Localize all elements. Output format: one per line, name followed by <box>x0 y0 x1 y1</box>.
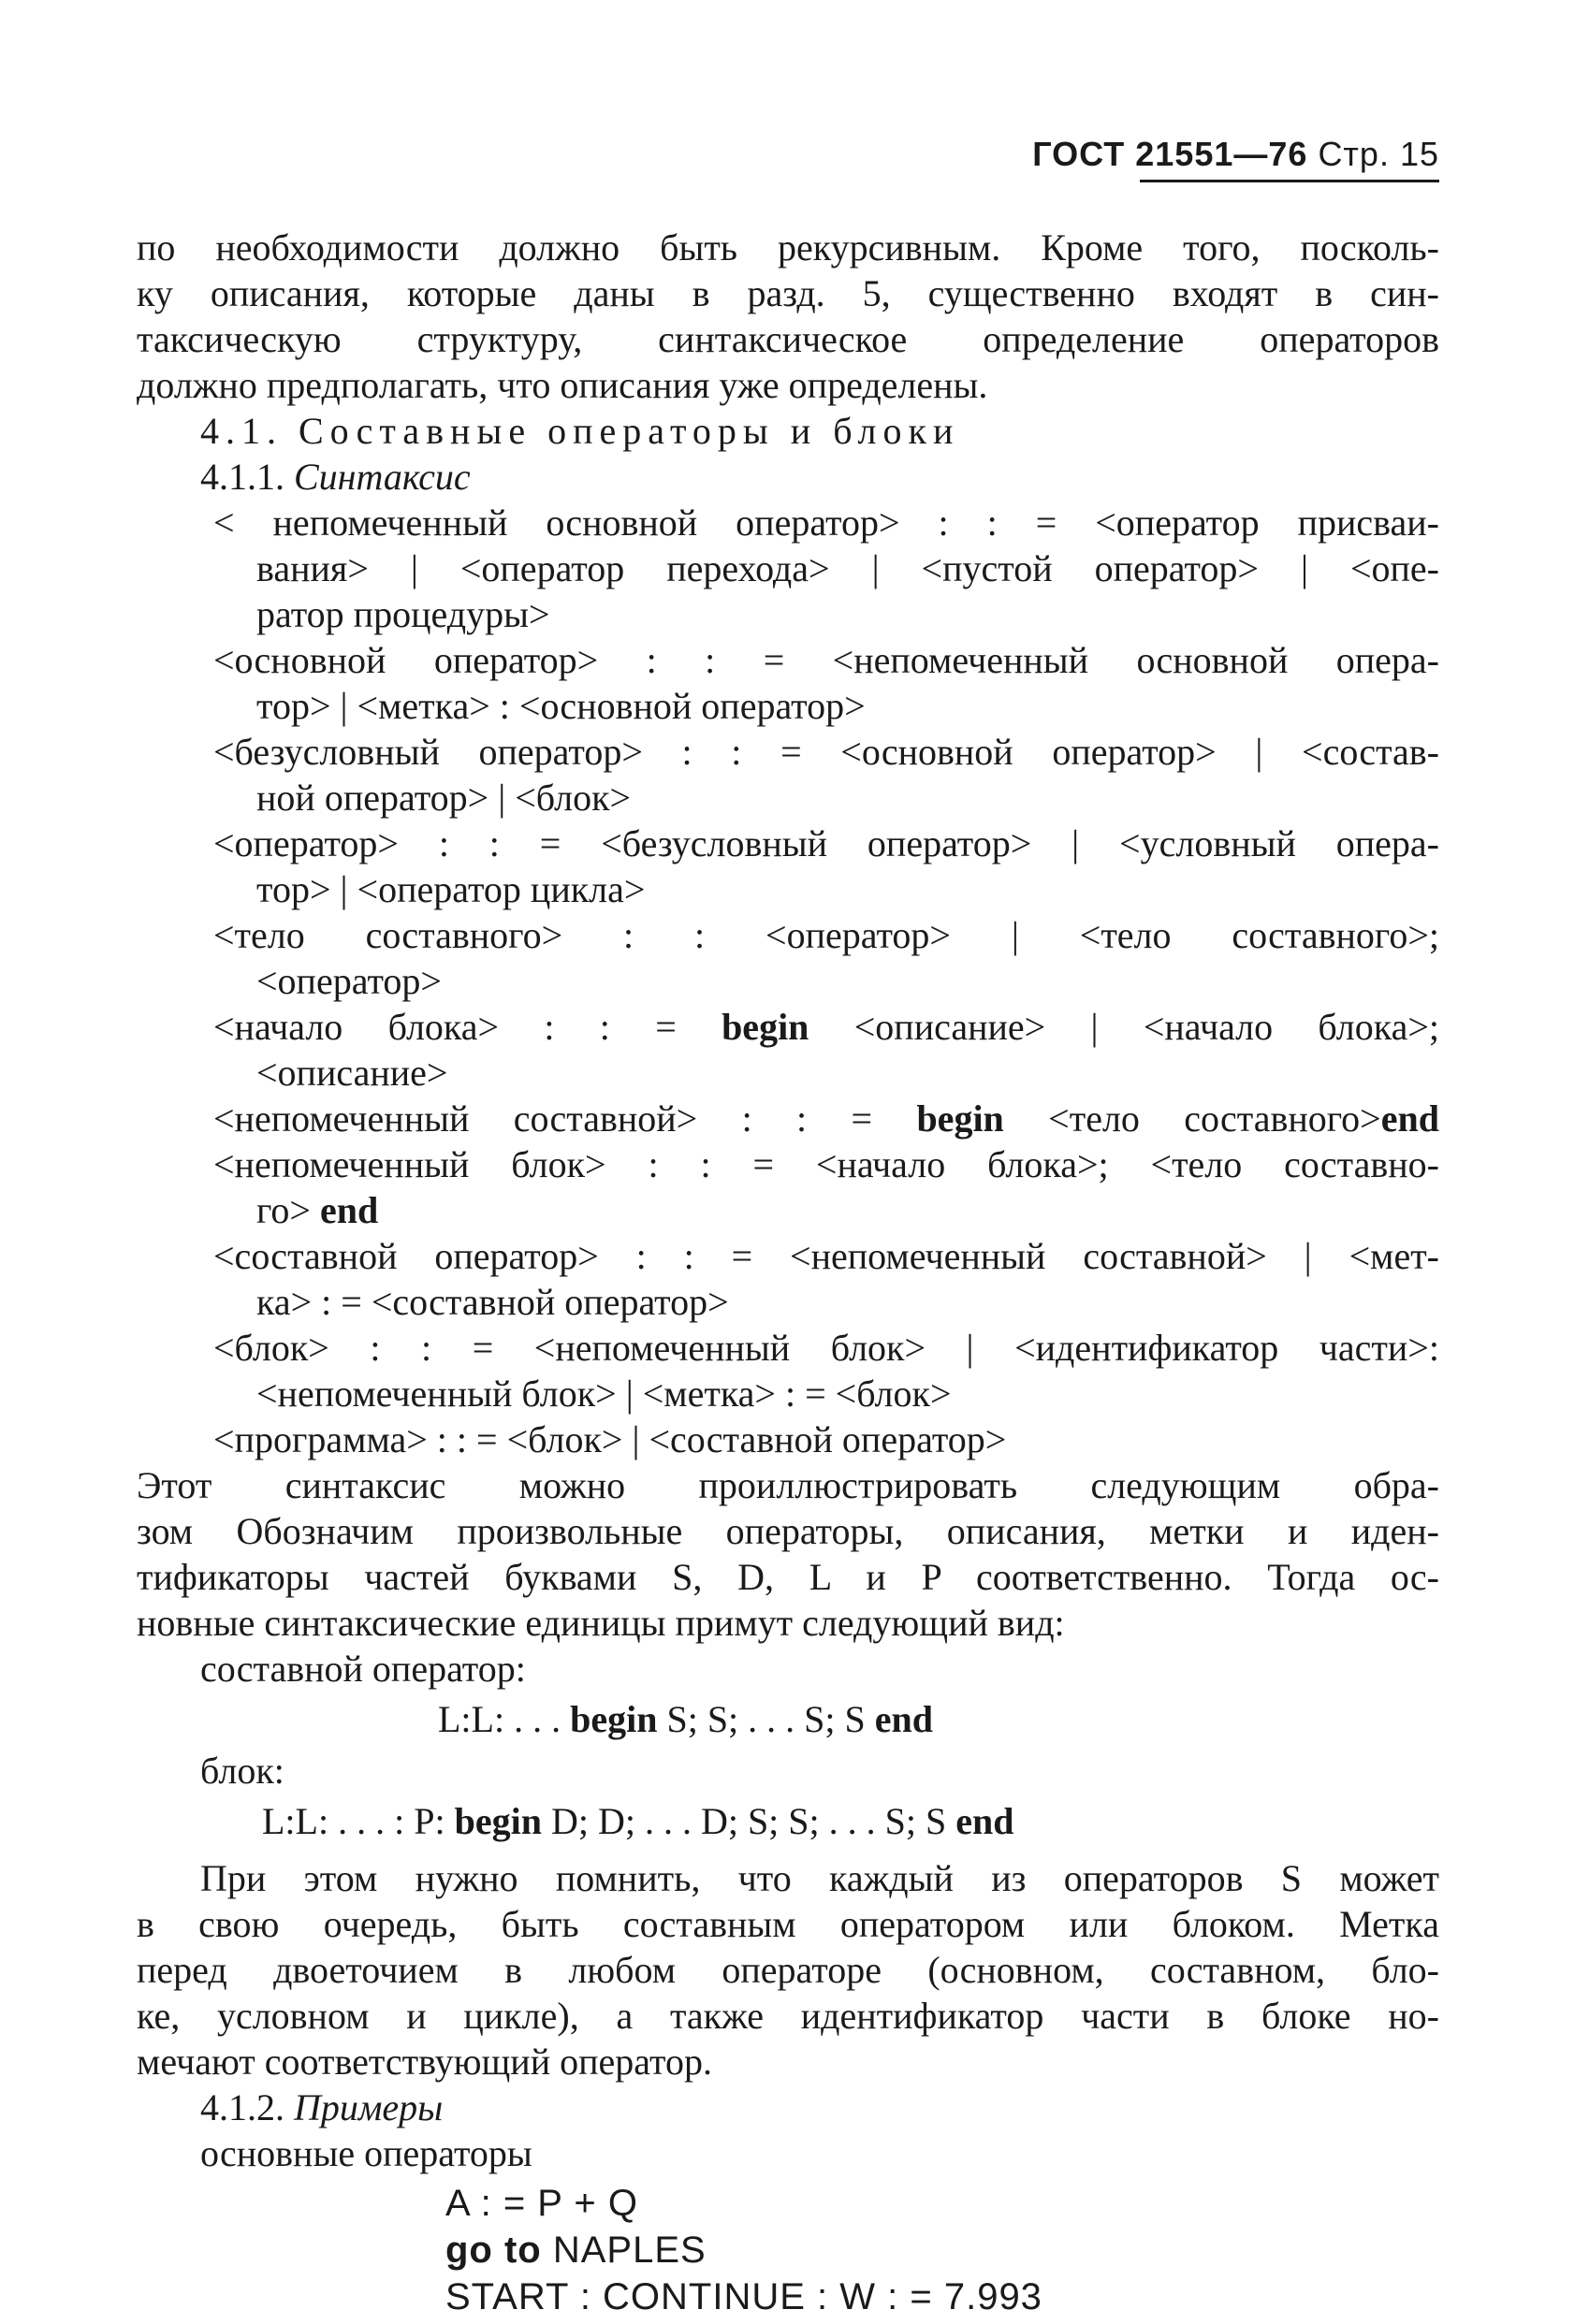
syntax-line: тор> | <оператор цикла> <box>256 868 646 910</box>
syntax-line: <основной оператор> : : = <непомеченный основной опера- <box>213 639 1439 681</box>
subsection-title: Синтаксис <box>294 456 471 498</box>
text-line: мечают соответствующий оператор. <box>137 2041 712 2083</box>
page-number: Стр. 15 <box>1318 135 1439 173</box>
syntax-keyword: end <box>319 1189 379 1231</box>
syntax-line: ратор процедуры> <box>256 593 550 635</box>
text-line: При этом нужно помнить, что каждый из операторов S может <box>200 1857 1439 1899</box>
intro-paragraph <box>137 225 1439 408</box>
section-heading: 4.1. Составные операторы и блоки <box>200 410 960 452</box>
syntax-line: <непомеченный блок> | <метка> : = <блок> <box>256 1373 952 1415</box>
syntax-line <box>137 1096 1439 1141</box>
syntax-line: вания> | <оператор перехода> | <пустой оператор> | <опе- <box>256 547 1439 589</box>
keyword-begin: begin <box>454 1800 542 1842</box>
syntax-part: <непомеченный составной> : : = <box>213 1097 917 1140</box>
text-line: в свою очередь, быть составным оператором или блоком. Метка <box>137 1903 1439 1945</box>
syntax-line: ной оператор> | <блок> <box>256 777 632 819</box>
syntax-line: тор> | <метка> : <основной оператор> <box>256 685 866 727</box>
syntax-part: <начало блока> : : = <box>213 1006 722 1048</box>
explanation-paragraph <box>137 1462 1439 1646</box>
text-line: таксическую структуру, синтаксическое определение операторов <box>137 318 1439 360</box>
formula-part: L:L: . . . : P: <box>262 1800 455 1842</box>
header-rule <box>1140 180 1439 182</box>
compound-formula <box>137 1692 1439 1748</box>
example-part: NAPLES <box>541 2230 707 2271</box>
syntax-line: <тело составного> : : <оператор> | <тело составного>; <box>213 914 1439 956</box>
syntax-keyword: end <box>1380 1097 1439 1140</box>
formula-part: L:L: . . . <box>438 1698 571 1740</box>
syntax-line: <оператор> : : = <безусловный оператор> | <условный опера- <box>213 822 1439 864</box>
syntax-definitions <box>137 500 1439 1462</box>
text-line: тификаторы частей буквами S, D, L и P соответственно. Тогда ос- <box>137 1556 1439 1598</box>
syntax-keyword: begin <box>916 1097 1004 1140</box>
syntax-line: <описание> <box>256 1052 448 1094</box>
examples-list <box>137 2180 1439 2320</box>
page-body <box>137 225 1439 2320</box>
syntax-line: <составной оператор> : : = <непомеченный составной> | <мет- <box>213 1235 1439 1277</box>
syntax-keyword: begin <box>722 1006 809 1048</box>
syntax-part: <описание> | <начало блока>; <box>809 1006 1440 1048</box>
page-header <box>1032 131 1439 177</box>
basic-operators-label: основные операторы <box>200 2132 532 2174</box>
example-line: A : = P + Q <box>445 2183 638 2224</box>
syntax-line: <оператор> <box>256 960 442 1002</box>
formula-part: S; S; . . . S; S <box>657 1698 875 1740</box>
examples-heading <box>137 2084 1439 2130</box>
syntax-line: <безусловный оператор> : : = <основной оператор> | <состав- <box>213 731 1439 773</box>
example-line: START : CONTINUE : W : = 7.993 <box>445 2276 1042 2317</box>
syntax-part: го> <box>256 1189 320 1231</box>
formula-part: D; D; . . . D; S; S; . . . S; S <box>541 1800 956 1842</box>
examples-number: 4.1.2. <box>200 2086 284 2128</box>
syntax-line: <блок> : : = <непомеченный блок> | <идентификатор части>: <box>213 1327 1439 1369</box>
syntax-line: < непомеченный основной оператор> : : = <оператор присваи- <box>213 501 1439 544</box>
text-line: ку описания, которые даны в разд. 5, существенно входят в син- <box>137 272 1439 314</box>
text-line: должно предполагать, что описания уже определены. <box>137 364 988 406</box>
syntax-line: ка> : = <составной оператор> <box>256 1281 729 1323</box>
block-formula <box>137 1794 1439 1850</box>
syntax-line: <непомеченный блок> : : = <начало блока>; <тело составно- <box>213 1143 1439 1185</box>
keyword-end: end <box>955 1800 1014 1842</box>
subsection-heading <box>137 454 1439 500</box>
subsection-number: 4.1.1. <box>200 456 284 498</box>
syntax-line <box>137 1187 1439 1233</box>
keyword-end: end <box>874 1698 934 1740</box>
syntax-part: <тело составного> <box>1003 1097 1381 1140</box>
keyword-begin: begin <box>570 1698 658 1740</box>
note-paragraph <box>137 1855 1439 2084</box>
text-line: Этот синтаксис можно проиллюстрировать следующим обра- <box>137 1464 1439 1506</box>
text-line: новные синтаксические единицы примут следующий вид: <box>137 1602 1065 1644</box>
text-line: ке, условном и цикле), а также идентификатор части в блоке но- <box>137 1995 1439 2037</box>
standard-number: ГОСТ 21551—76 <box>1032 135 1308 173</box>
examples-title: Примеры <box>294 2086 444 2128</box>
example-line <box>137 2227 1439 2273</box>
text-line: перед двоеточием в любом операторе (основном, составном, бло- <box>137 1949 1439 1991</box>
block-label: блок: <box>200 1750 284 1792</box>
compound-label: составной оператор: <box>200 1648 526 1690</box>
text-line: по необходимости должно быть рекурсивным. Кроме того, посколь- <box>137 226 1439 269</box>
syntax-line: <программа> : : = <блок> | <составной оператор> <box>213 1418 1007 1460</box>
text-line: зом Обозначим произвольные операторы, описания, метки и иден- <box>137 1510 1439 1552</box>
syntax-line <box>137 1004 1439 1050</box>
keyword-goto: go to <box>445 2230 542 2271</box>
